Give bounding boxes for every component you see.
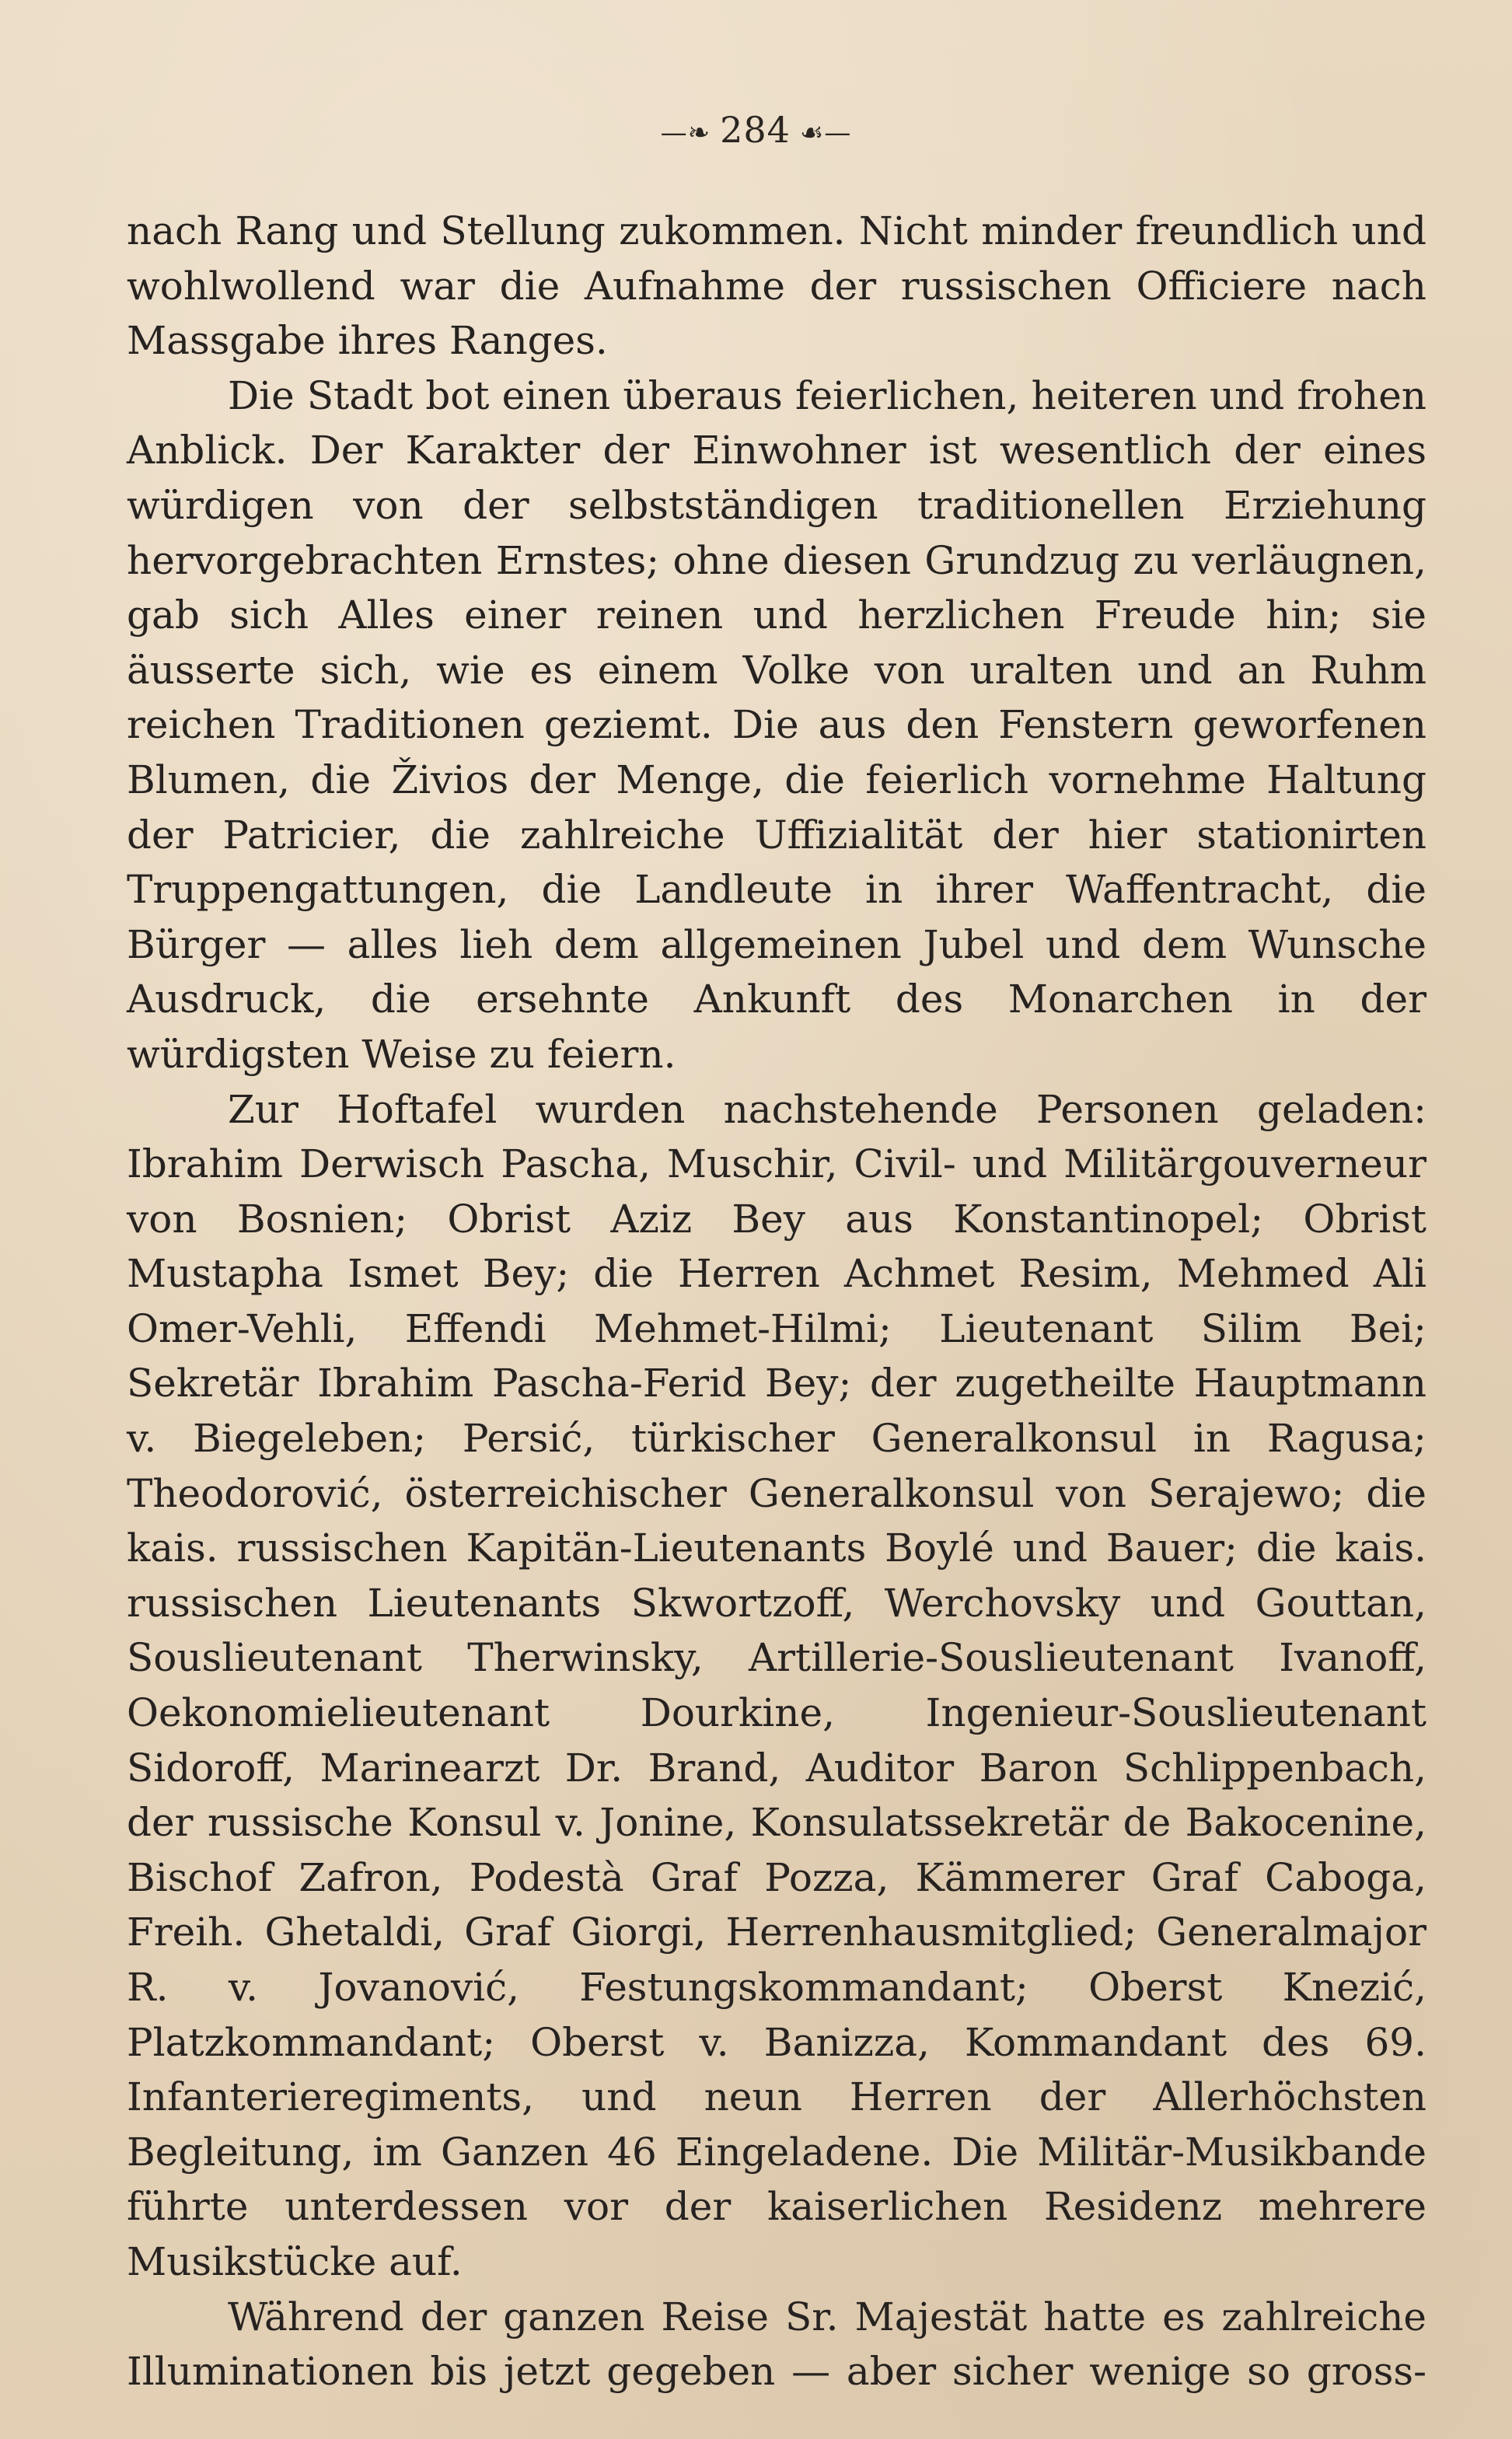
paragraph-2: Die Stadt bot einen überaus feierlichen, heiteren und frohen Anblick. Der Karakter der Einwohner ist wesentlich der eines würdigen von der selbstständigen traditionellen Erziehung hervorgebrachten Ernstes; ohne diesen Grundzug zu verläugnen, gab sich Alles einer reinen und herzlichen Freude hin; sie äusserte sich, wie es einem Volke von uralten und an Ruhm reichen Traditionen geziemt. Die aus den Fenstern geworfenen Blumen, die Živios der Menge, die feierlich vornehme Haltung der Patricier, die zahlreiche Uffizialität der hier stationirten Truppengattungen, die Landleute in ihrer Waffentracht, die Bürger — alles lieh dem allgemeinen Jubel und dem Wunsche Ausdruck, die ersehnte Ankunft des Monarchen in der würdigsten Weise zu feiern. bbox=[127, 372, 1426, 1077]
body-text bbox=[127, 204, 1426, 2399]
left-ornament-icon: —❧ bbox=[660, 117, 711, 149]
page-number-header bbox=[0, 109, 1512, 151]
page-number: 284 bbox=[720, 109, 791, 151]
paragraph-4: Während der ganzen Reise Sr. Majestät hatte es zahlreiche Illuminationen bis jetzt gegeben — aber sicher wenige so gross- bbox=[127, 2294, 1426, 2395]
paragraph-3: Zur Hoftafel wurden nachstehende Personen geladen: Ibrahim Derwisch Pascha, Muschir, Civil- und Militärgouverneur von Bosnien; Obrist Aziz Bey aus Konstantinopel; Obrist Mustapha Ismet Bey; die Herren Achmet Resim, Mehmed Ali Omer-Vehli, Effendi Mehmet-Hilmi; Lieutenant Silim Bei; Sekretär Ibrahim Pascha-Ferid Bey; der zugetheilte Hauptmann v. Biegeleben; Persić, türkischer Generalkonsul in Ragusa; Theodorović, österreichischer Generalkonsul von Serajewo; die kais. russischen Kapitän-Lieutenants Boylé und Bauer; die kais. russischen Lieutenants Skwortzoff, Werchovsky und Gouttan, Souslieutenant Therwinsky, Artillerie-Souslieutenant Ivanoff, Oekonomielieutenant Dourkine, Ingenieur-Souslieutenant Sidoroff, Marinearzt Dr. Brand, Auditor Baron Schlippenbach, der russische Konsul v. Jonine, Konsulatssekretär de Bakocenine, Bischof Zafron, Podestà Graf Pozza, Kämmerer Graf Caboga, Freih. Ghetaldi, Graf Giorgi, Herrenhausmitglied; Generalmajor R. v. Jovanović, Festungskommandant; Oberst Knezić, Platzkommandant; Oberst v. Banizza, Kommandant des 69. Infanterieregiments, und neun Herren der Allerhöchsten Begleitung, im Ganzen 46 Eingeladene. Die Militär-Musikbande führte unterdessen vor der kaiserlichen Residenz mehrere Musikstücke auf. bbox=[127, 1086, 1426, 2284]
paragraph-1: nach Rang und Stellung zukommen. Nicht minder freundlich und wohlwollend war die Aufnahme der russischen Officiere nach Massgabe ihres Ranges. bbox=[127, 208, 1426, 364]
right-ornament-icon: ☙— bbox=[799, 117, 852, 149]
